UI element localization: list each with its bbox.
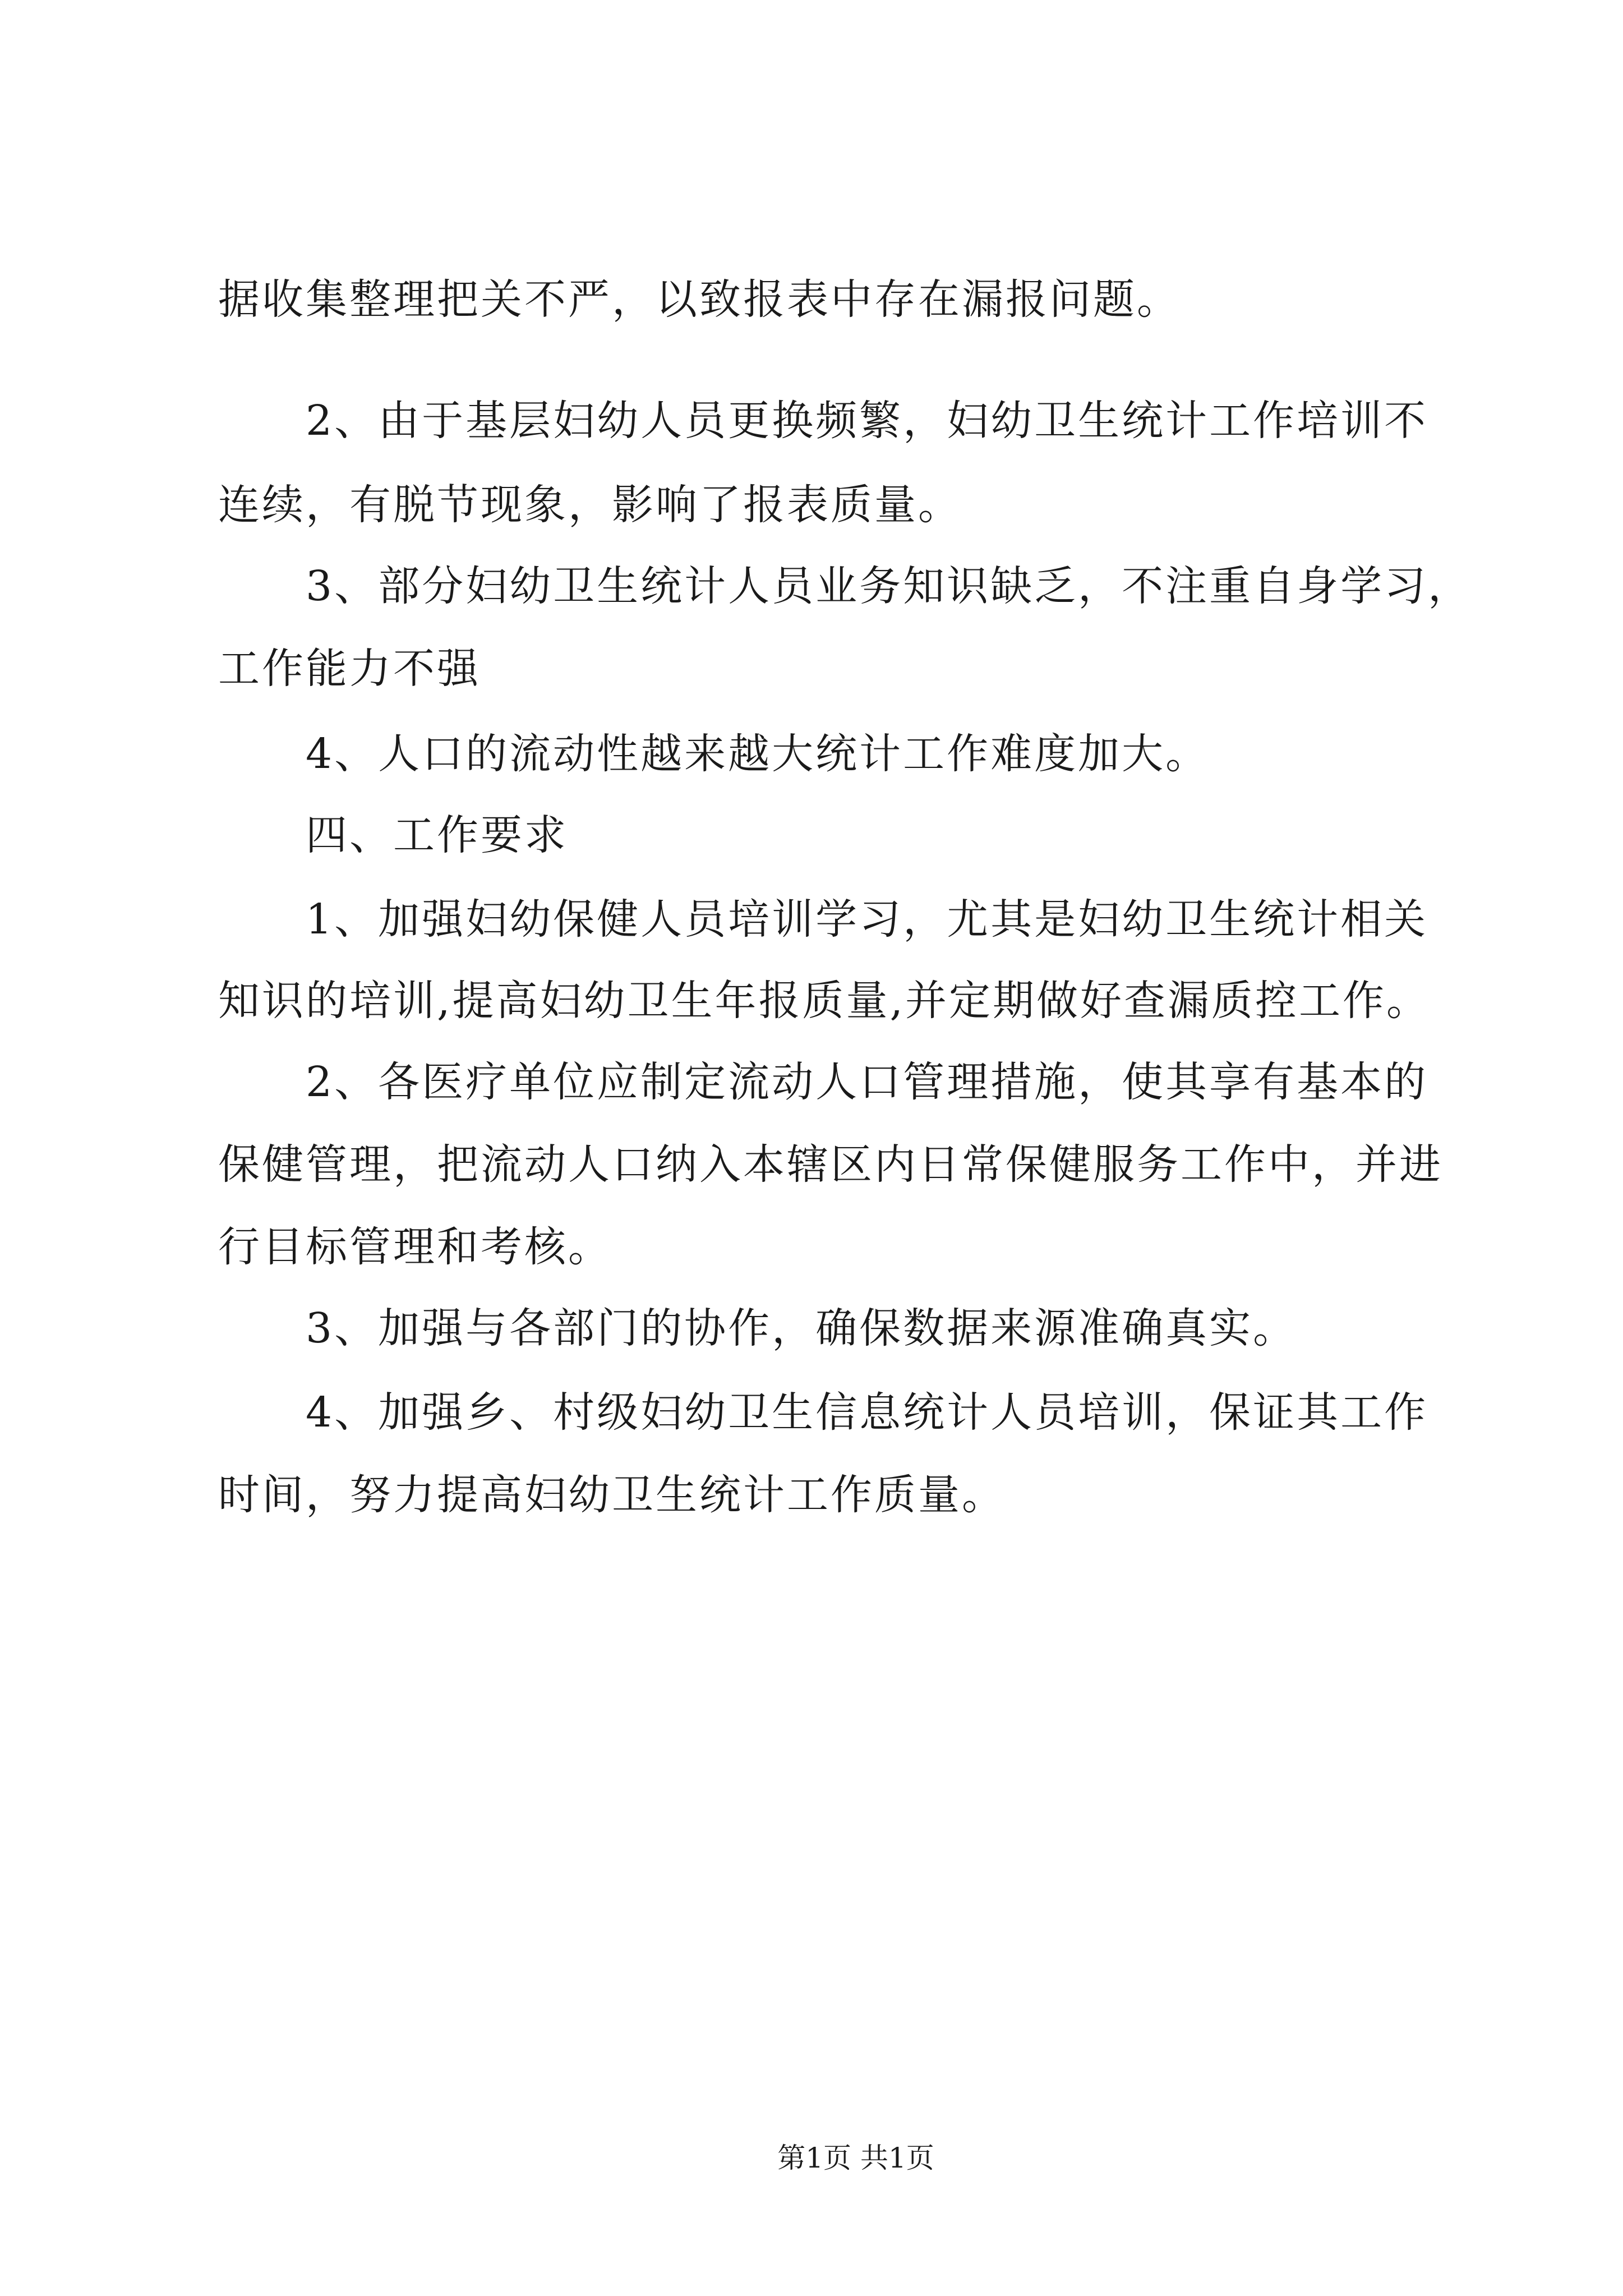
text-line: 工作能力不强 [218, 645, 481, 693]
paragraph-first-line: 2、各医疗单位应制定流动人口管理措施，使其享有基本的 [306, 1058, 1428, 1106]
text-line: 时间，努力提高妇幼卫生统计工作质量。 [218, 1471, 1006, 1519]
text-line: 行目标管理和考核。 [218, 1223, 612, 1271]
text-line: 据收集整理把关不严，以致报表中存在漏报问题。 [218, 275, 1181, 324]
page-number-footer: 第1页 共1页 [777, 2142, 934, 2174]
paragraph-first-line: 1、加强妇幼保健人员培训学习，尤其是妇幼卫生统计相关 [306, 895, 1428, 944]
text-line: 保健管理，把流动人口纳入本辖区内日常保健服务工作中，并进 [218, 1140, 1443, 1189]
section-heading: 四、工作要求 [306, 811, 568, 859]
paragraph-first-line: 4、人口的流动性越来越大统计工作难度加大。 [306, 730, 1210, 778]
paragraph-first-line: 3、部分妇幼卫生统计人员业务知识缺乏，不注重自身学习， [306, 562, 1472, 610]
text-line: 连续，有脱节现象，影响了报表质量。 [218, 481, 962, 529]
text-line: 知识的培训,提高妇幼卫生年报质量,并定期做好查漏质控工作。 [218, 977, 1431, 1025]
paragraph-first-line: 4、加强乡、村级妇幼卫生信息统计人员培训，保证其工作 [306, 1388, 1428, 1437]
paragraph-first-line: 2、由于基层妇幼人员更换频繁，妇幼卫生统计工作培训不 [306, 397, 1428, 445]
paragraph-first-line: 3、加强与各部门的协作，确保数据来源准确真实。 [306, 1304, 1297, 1352]
